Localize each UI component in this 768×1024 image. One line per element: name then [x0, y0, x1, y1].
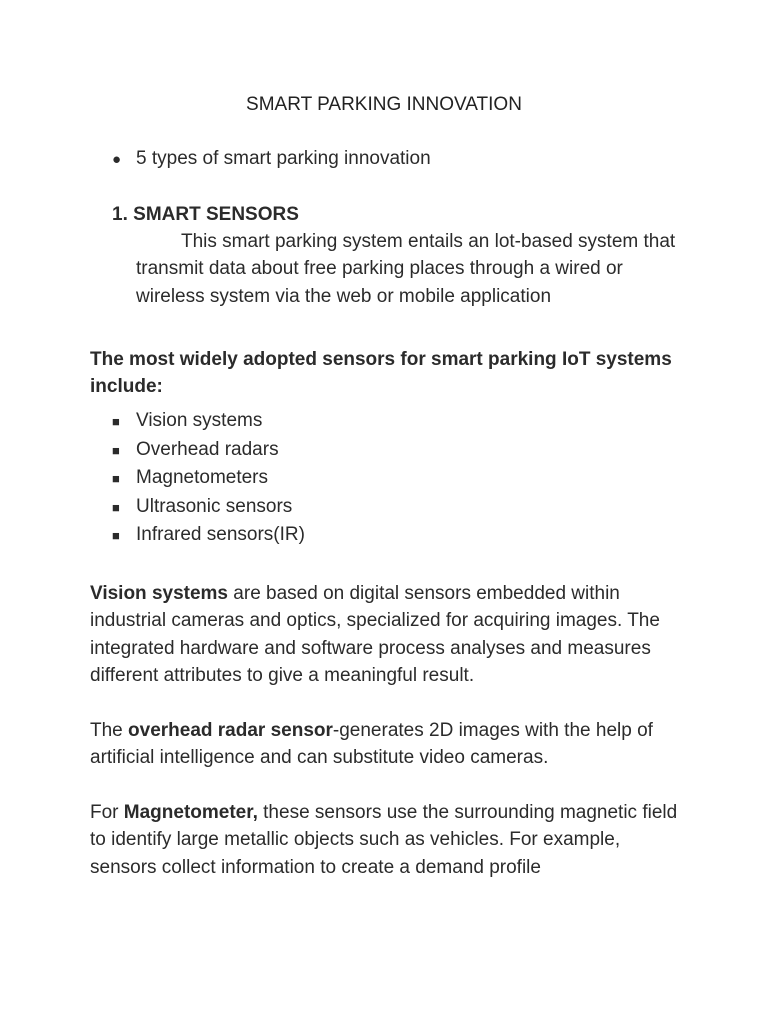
section-title: SMART SENSORS [133, 204, 299, 225]
list-item: ■ Vision systems [112, 407, 305, 436]
vision-term: Vision systems [90, 583, 229, 604]
square-bullet-icon: ■ [112, 528, 120, 543]
square-bullet-icon: ■ [112, 414, 120, 429]
vision-paragraph: Vision systems are based on digital sensors embedded within industrial cameras and optics, specialized for acquiring images. The integrated hardware and software process analyses and measures different attributes to give a meaningful result. [90, 583, 660, 686]
magnetometer-term: Magnetometer, [123, 802, 258, 823]
section-heading [112, 202, 692, 228]
list-item: ■ Infrared sensors(IR) [112, 521, 305, 550]
bullet-dot-icon: ● [112, 151, 122, 168]
section-number: 1. [112, 204, 128, 225]
square-bullet-icon: ■ [112, 442, 120, 458]
square-bullet-icon: ■ [112, 471, 120, 486]
radar-paragraph: The overhead radar sensor-generates 2D images with the help of artificial intelligence and can substitute video cameras. [90, 720, 653, 769]
list-item: ■ Overhead radars [112, 436, 305, 465]
intro-bullet-text: 5 types of smart parking innovation [136, 148, 431, 169]
square-bullet-icon: ■ [112, 499, 120, 515]
radar-term: overhead radar sensor [128, 720, 333, 741]
section-body-text: This smart parking system entails an lot-based system that transmit data about free parking places through a wired or wireless system via the web or mobile application [136, 231, 676, 307]
sensors-heading: The most widely adopted sensors for smart parking IoT systems include: [90, 349, 672, 397]
list-item: ■ Magnetometers [112, 464, 305, 493]
sensor-list [112, 407, 305, 550]
intro-bullet [112, 147, 431, 172]
list-item: ■ Ultrasonic sensors [112, 493, 305, 522]
document-title: SMART PARKING INNOVATION [246, 94, 522, 115]
magnetometer-paragraph: For Magnetometer, these sensors use the surrounding magnetic field to identify large metallic objects such as vehicles. For example, sensors collect information to create a demand profile [90, 802, 678, 878]
section-body [136, 228, 692, 310]
section-smart-sensors [112, 202, 692, 310]
